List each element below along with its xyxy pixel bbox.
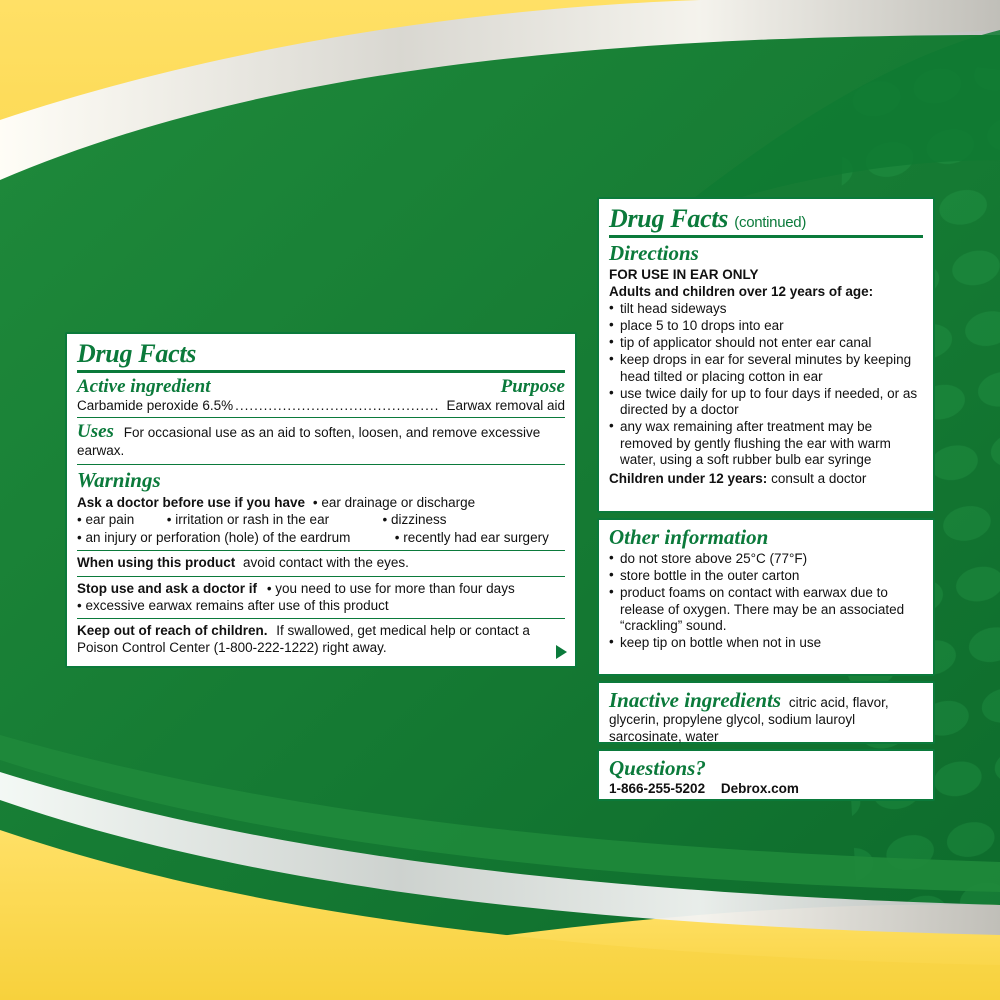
list-item: • do not store above 25°C (77°F): [609, 551, 923, 567]
stop-use-item-1: excessive earwax remains after use of this product: [85, 597, 389, 613]
ask-doctor-item-3: dizziness: [391, 512, 447, 528]
list-item: • tilt head sideways: [609, 301, 923, 317]
purpose-heading: Purpose: [500, 376, 565, 398]
active-ingredient-heading: Active ingredient: [77, 376, 211, 398]
drug-facts-panel-right-top: [597, 197, 935, 513]
stop-use-block: Stop use and ask a doctor if • you need to use for more than four days • excessive earwax remains after use of this product: [77, 580, 515, 613]
active-ingredient-name: Carbamide peroxide 6.5%: [77, 398, 234, 414]
ask-doctor-label: Ask a doctor before use if you have: [77, 494, 306, 510]
children-under-12-label: Children under 12 years:: [609, 470, 768, 486]
divider: [77, 464, 565, 465]
divider: [77, 370, 565, 373]
ask-doctor-block: Ask a doctor before use if you have • ear drainage or discharge • ear pain • irritation or rash in the ear • dizziness • an injury or perforation (hole) of the eardrum • recently had ear surgery: [77, 494, 549, 545]
drug-facts-panel-left: [65, 332, 577, 668]
when-using-block: [77, 555, 565, 571]
ask-doctor-item-5: recently had ear surgery: [403, 529, 549, 545]
other-information-list: [609, 551, 923, 651]
drug-facts-continued-suffix: (continued): [734, 214, 807, 231]
ask-doctor-item-2: irritation or rash in the ear: [175, 512, 330, 528]
children-under-12-text: consult a doctor: [771, 470, 867, 486]
keep-out-label: Keep out of reach of children.: [77, 623, 268, 639]
questions-panel: [597, 749, 935, 801]
keep-out-text: If swallowed, get medical help or contact a Poison Control Center (1-800-222-1222) right away.: [77, 623, 530, 655]
inactive-ingredients-text: citric acid, flavor, glycerin, propylene glycol, sodium lauroyl sarcosinate, water: [609, 695, 889, 744]
stop-use-label: Stop use and ask a doctor if: [77, 580, 258, 596]
questions-contact-row: [609, 781, 923, 797]
keep-out-block: [77, 623, 565, 656]
questions-website[interactable]: Debrox.com: [720, 781, 799, 797]
inactive-ingredients-heading: Inactive ingredients: [609, 688, 782, 712]
questions-phone[interactable]: 1-866-255-5202: [609, 781, 706, 797]
divider: [77, 576, 565, 577]
list-item: • keep drops in ear for several minutes by keeping head tilted or placing cotton in ear: [609, 352, 923, 385]
divider: [609, 235, 923, 238]
uses-section: [77, 422, 565, 459]
list-item: • keep tip on bottle when not in use: [609, 635, 923, 651]
children-under-12-block: [609, 471, 923, 487]
drug-facts-title: Drug Facts: [77, 339, 197, 368]
ask-doctor-item-0: ear drainage or discharge: [321, 494, 476, 510]
other-information-heading: Other information: [609, 525, 769, 549]
warnings-heading: Warnings: [77, 467, 161, 492]
leader-dots: ...........................................: [235, 398, 440, 414]
ask-doctor-item-4: an injury or perforation (hole) of the eardrum: [85, 529, 351, 545]
when-using-text: avoid contact with the eyes.: [243, 555, 409, 571]
questions-heading: Questions?: [609, 756, 706, 780]
list-item: • any wax remaining after treatment may be removed by gently flushing the ear with warm water, using a soft rubber bulb ear syringe: [609, 419, 923, 468]
drug-facts-continued-title-main: Drug Facts: [609, 204, 729, 233]
directions-heading: Directions: [609, 241, 699, 266]
when-using-label: When using this product: [77, 555, 236, 571]
list-item: • store bottle in the outer carton: [609, 568, 923, 584]
directions-list: [609, 301, 923, 468]
list-item: • product foams on contact with earwax due to release of oxygen. There may be an associated “crackling” sound.: [609, 585, 923, 634]
ask-doctor-item-1: ear pain: [85, 512, 135, 528]
directions-audience: Adults and children over 12 years of age:: [609, 283, 874, 299]
divider: [77, 417, 565, 418]
divider: [77, 550, 565, 551]
uses-text: For occasional use as an aid to soften, loosen, and remove excessive earwax.: [77, 425, 541, 459]
active-ingredient-row: [77, 398, 565, 413]
other-information-panel: [597, 518, 935, 676]
directions-use-note: FOR USE IN EAR ONLY: [609, 267, 759, 283]
list-item: • tip of applicator should not enter ear canal: [609, 335, 923, 351]
uses-heading: Uses: [77, 421, 114, 443]
active-ingredient-header-row: [77, 377, 565, 398]
inactive-ingredients-panel: [597, 681, 935, 744]
list-item: • use twice daily for up to four days if needed, or as directed by a doctor: [609, 386, 923, 419]
active-ingredient-purpose: Earwax removal aid: [446, 398, 565, 414]
drug-facts-continued-title: [609, 205, 923, 232]
list-item: • place 5 to 10 drops into ear: [609, 318, 923, 334]
stop-use-item-0: you need to use for more than four days: [275, 580, 515, 596]
divider: [77, 618, 565, 619]
inactive-ingredients-block: [609, 689, 923, 745]
triangle-arrow-icon: [556, 645, 567, 659]
